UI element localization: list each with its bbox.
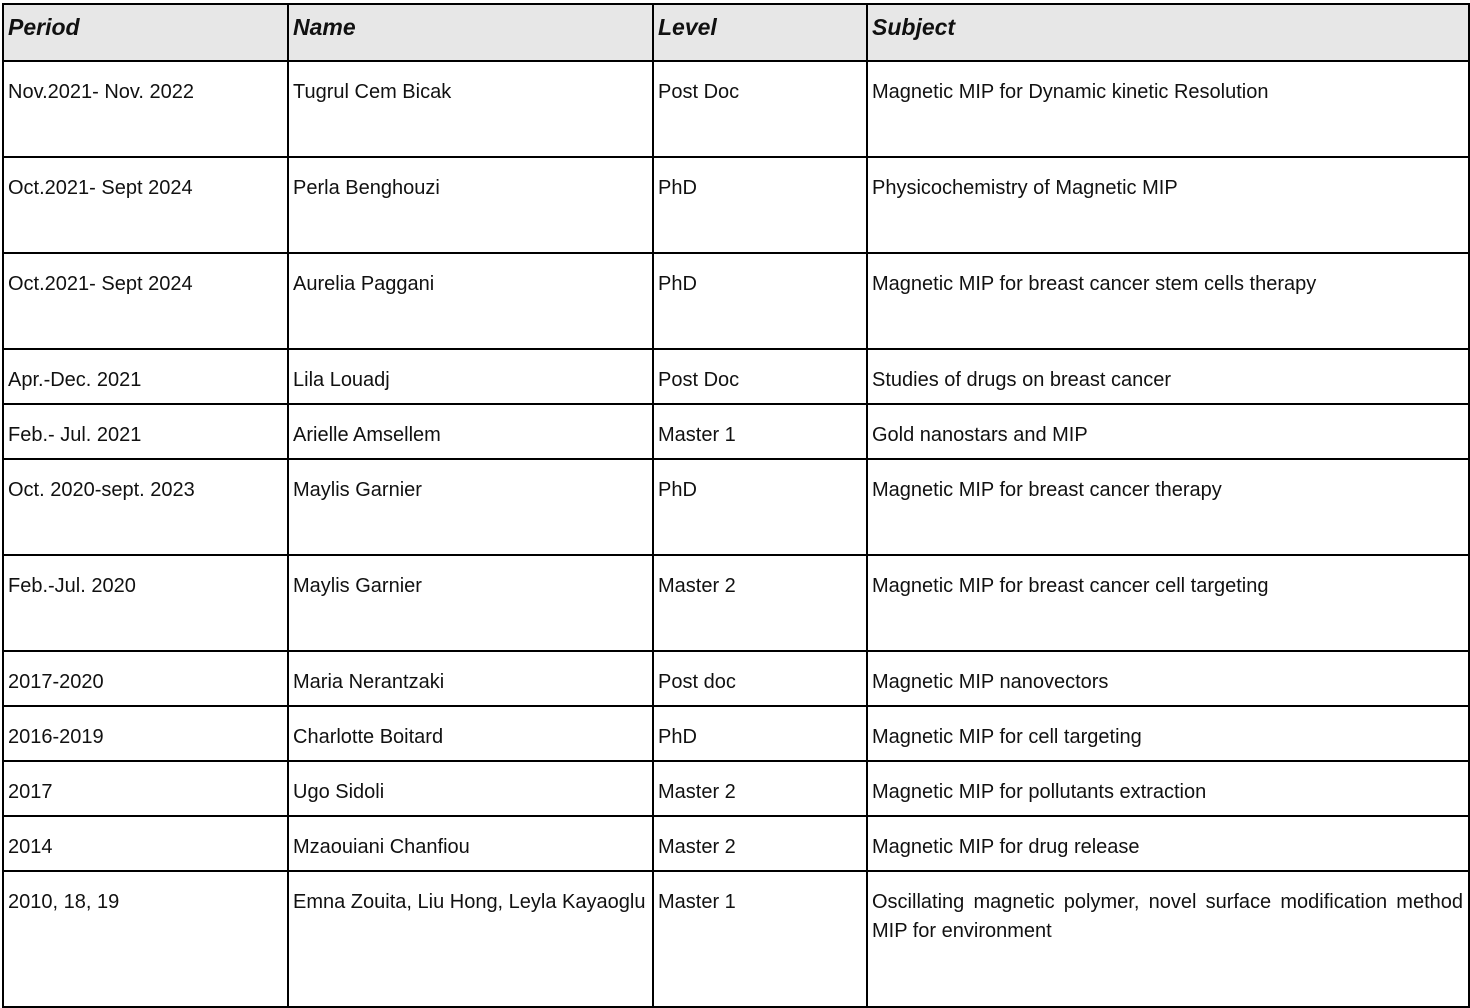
cell-subject: Magnetic MIP for breast cancer therapy bbox=[867, 459, 1469, 555]
table-row bbox=[3, 157, 1469, 253]
table-row bbox=[3, 651, 1469, 706]
table-body bbox=[3, 61, 1469, 1007]
cell-subject: Magnetic MIP for drug release bbox=[867, 816, 1469, 871]
cell-level: Post doc bbox=[653, 651, 867, 706]
cell-name: Arielle Amsellem bbox=[288, 404, 653, 459]
cell-subject: Oscillating magnetic polymer, novel surface modification method MIP for environment bbox=[867, 871, 1469, 1007]
table-row bbox=[3, 61, 1469, 157]
cell-period: Apr.-Dec. 2021 bbox=[3, 349, 288, 404]
cell-name: Tugrul Cem Bicak bbox=[288, 61, 653, 157]
table-row bbox=[3, 816, 1469, 871]
table-row bbox=[3, 404, 1469, 459]
cell-period: Oct.2021- Sept 2024 bbox=[3, 157, 288, 253]
cell-name: Maylis Garnier bbox=[288, 555, 653, 651]
cell-period: 2016-2019 bbox=[3, 706, 288, 761]
cell-name: Ugo Sidoli bbox=[288, 761, 653, 816]
cell-period: 2017-2020 bbox=[3, 651, 288, 706]
cell-level: Master 1 bbox=[653, 871, 867, 1007]
cell-subject: Magnetic MIP for Dynamic kinetic Resolution bbox=[867, 61, 1469, 157]
cell-level: Master 2 bbox=[653, 555, 867, 651]
table-row bbox=[3, 555, 1469, 651]
cell-level: PhD bbox=[653, 459, 867, 555]
header-name: Name bbox=[288, 4, 653, 61]
cell-period: 2017 bbox=[3, 761, 288, 816]
cell-level: Post Doc bbox=[653, 349, 867, 404]
students-table bbox=[2, 3, 1470, 1008]
cell-name: Maria Nerantzaki bbox=[288, 651, 653, 706]
cell-subject: Studies of drugs on breast cancer bbox=[867, 349, 1469, 404]
cell-subject: Magnetic MIP for breast cancer cell targeting bbox=[867, 555, 1469, 651]
header-row bbox=[3, 4, 1469, 61]
table-row bbox=[3, 871, 1469, 1007]
cell-subject: Magnetic MIP for cell targeting bbox=[867, 706, 1469, 761]
header-period: Period bbox=[3, 4, 288, 61]
cell-subject: Magnetic MIP for breast cancer stem cells therapy bbox=[867, 253, 1469, 349]
cell-subject: Magnetic MIP nanovectors bbox=[867, 651, 1469, 706]
header-subject: Subject bbox=[867, 4, 1469, 61]
table-header bbox=[3, 4, 1469, 61]
cell-name: Charlotte Boitard bbox=[288, 706, 653, 761]
cell-name: Aurelia Paggani bbox=[288, 253, 653, 349]
cell-period: Oct. 2020-sept. 2023 bbox=[3, 459, 288, 555]
table-row bbox=[3, 761, 1469, 816]
cell-level: Master 2 bbox=[653, 761, 867, 816]
table-row bbox=[3, 459, 1469, 555]
cell-period: Nov.2021- Nov. 2022 bbox=[3, 61, 288, 157]
cell-level: PhD bbox=[653, 253, 867, 349]
cell-level: PhD bbox=[653, 157, 867, 253]
header-level: Level bbox=[653, 4, 867, 61]
cell-period: Feb.-Jul. 2020 bbox=[3, 555, 288, 651]
cell-level: Master 2 bbox=[653, 816, 867, 871]
cell-name: Emna Zouita, Liu Hong, Leyla Kayaoglu bbox=[288, 871, 653, 1007]
cell-subject: Gold nanostars and MIP bbox=[867, 404, 1469, 459]
table-row bbox=[3, 349, 1469, 404]
cell-period: 2014 bbox=[3, 816, 288, 871]
cell-level: Post Doc bbox=[653, 61, 867, 157]
cell-name: Lila Louadj bbox=[288, 349, 653, 404]
cell-subject: Magnetic MIP for pollutants extraction bbox=[867, 761, 1469, 816]
table-row bbox=[3, 706, 1469, 761]
cell-name: Mzaouiani Chanfiou bbox=[288, 816, 653, 871]
cell-level: Master 1 bbox=[653, 404, 867, 459]
cell-level: PhD bbox=[653, 706, 867, 761]
cell-period: Oct.2021- Sept 2024 bbox=[3, 253, 288, 349]
table-row bbox=[3, 253, 1469, 349]
cell-name: Maylis Garnier bbox=[288, 459, 653, 555]
cell-name: Perla Benghouzi bbox=[288, 157, 653, 253]
cell-subject: Physicochemistry of Magnetic MIP bbox=[867, 157, 1469, 253]
cell-period: 2010, 18, 19 bbox=[3, 871, 288, 1007]
cell-period: Feb.- Jul. 2021 bbox=[3, 404, 288, 459]
